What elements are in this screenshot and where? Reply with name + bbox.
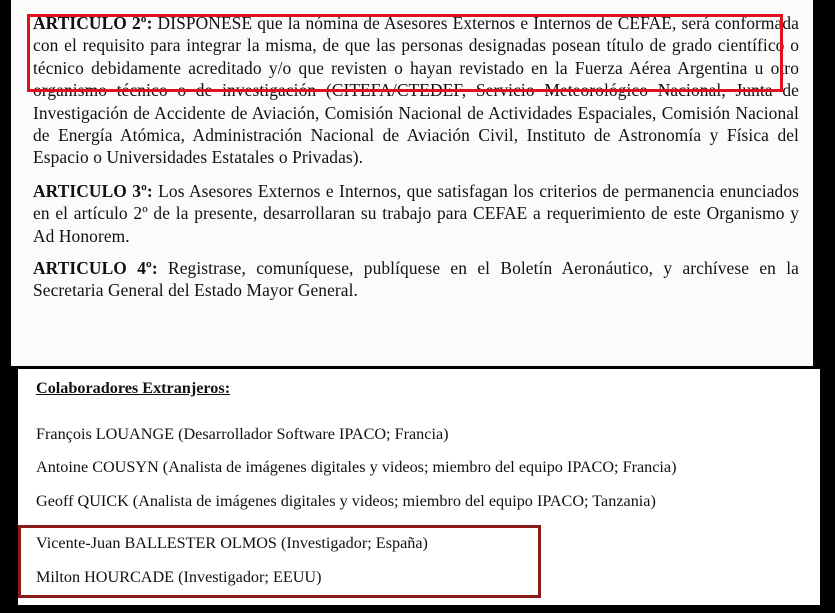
article-3-text: Los Asesores Externos e Internos, que satisfagan los criterios de permanencia enunciados en el artículo 2º de la presente, desarrollaran su trabajo para CEFAE a requerimiento de este Organismo y Ad Honorem. — [33, 180, 799, 246]
collaborator-item: Milton HOURCADE (Investigador; EEUU) — [36, 568, 322, 586]
article-4 — [33, 257, 799, 302]
collaborator-item: Geoff QUICK (Analista de imágenes digitales y videos; miembro del equipo IPACO; Tanzania) — [36, 492, 656, 510]
collaborator-item: Antoine COUSYN (Analista de imágenes digitales y videos; miembro del equipo IPACO; Francia) — [36, 458, 677, 476]
article-4-title: ARTICULO 4º: — [33, 258, 158, 279]
article-3 — [33, 180, 799, 247]
article-2-text: DISPONESE que la nómina de Asesores Externos e Internos de CEFAE, será conformada con el requisito para integrar la misma, de que las personas designadas posean título de grado científico o técnico debidamente acreditado y/o que revisten o hayan revistado en la Fuerza Aérea Argentina u otro organismo técnico o de investigación (CITEFA/CTEDEF, Servicio Meteorológico Nacional, Junta de Investigación de Accidente de Aviación, Comisión Nacional de Actividades Espaciales, Comisión Nacional de Energía Atómica, Administración Nacional de Aviación Civil, Instituto de Astronomía y Física del Espacio o Universidades Estatales o Privadas). — [33, 13, 799, 168]
collaborator-item: Vicente-Juan BALLESTER OLMOS (Investigador; España) — [36, 534, 428, 552]
highlight-box-investigators — [18, 525, 541, 598]
highlight-box-article-2 — [27, 14, 783, 92]
collaborators-heading: Colaboradores Extranjeros: — [36, 379, 231, 397]
collaborator-item: François LOUANGE (Desarrollador Software IPACO; Francia) — [36, 425, 449, 443]
article-2-title: ARTICULO 2º: — [33, 13, 153, 33]
article-3-title: ARTICULO 3º: — [33, 180, 153, 201]
article-4-text: Registrase, comuníquese, publíquese en el Boletín Aeronáutico, y archívese en la Secretaria General del Estado Mayor General. — [33, 258, 799, 301]
